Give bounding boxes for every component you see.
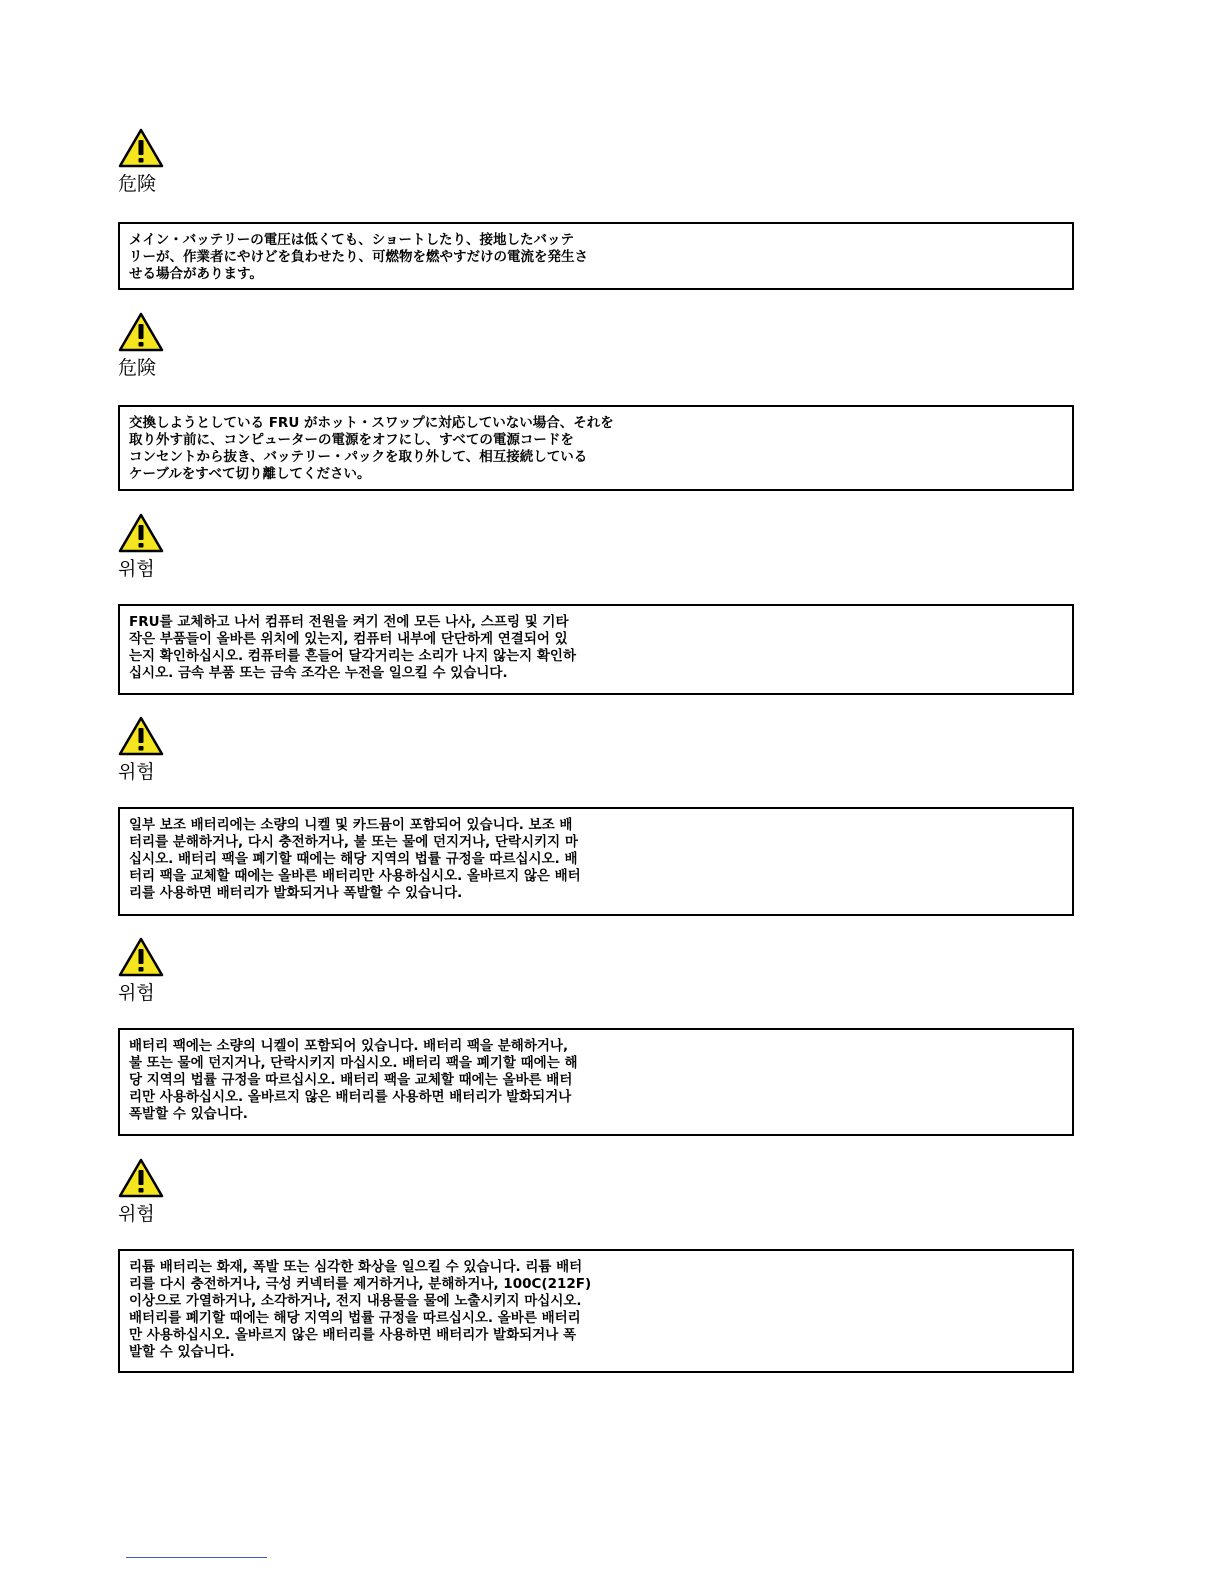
notice-box <box>118 405 1074 491</box>
notice-box <box>118 222 1074 290</box>
notice-4 <box>118 716 1074 901</box>
notice-text: メイン・バッテリーの電圧は低くても、ショートしたり、接地したバッテ リーが、作業者にやけどを負わせたり、可燃物を燃やすだけの電流を発生さ せる場合があります。 <box>129 232 588 282</box>
notice-1 <box>118 128 1074 282</box>
notice-title: 危険 <box>118 173 157 195</box>
footer-rule <box>126 1557 267 1558</box>
warning-triangle-icon <box>118 937 164 977</box>
notice-3 <box>118 513 1074 681</box>
notice-text: 일부 보조 배터리에는 소량의 니켈 및 카드뮴이 포함되어 있습니다. 보조 배 터리를 분해하거나, 다시 충전하거나, 불 또는 물에 던지거나, 단락시키지 마 십시오. 배터리 팩을 폐기할 때에는 해당 지역의 법률 규정을 따르십시오. 배 터리 팩을 교체할 때에는 올바른 배터리만 사용하십시오. 올바르지 않은 배터 리를 사용하면 배터리가 발화되거나 폭발할 수 있습니다. <box>129 817 581 901</box>
warning-triangle-icon <box>118 312 164 352</box>
notice-title: 위험 <box>118 1203 155 1225</box>
notice-title: 위험 <box>118 558 155 580</box>
warning-triangle-icon <box>118 513 164 553</box>
notice-box <box>118 604 1074 695</box>
notice-2 <box>118 312 1074 482</box>
notice-box <box>118 807 1074 916</box>
notice-5 <box>118 937 1074 1122</box>
notice-text: FRU를 교체하고 나서 컴퓨터 전원을 켜기 전에 모든 나사, 스프링 및 기타 작은 부품들이 올바른 위치에 있는지, 컴퓨터 내부에 단단하게 연결되어 있 는지 확인하십시오. 컴퓨터를 흔들어 달각거리는 소리가 나지 않는지 확인하 십시오. 금속 부품 또는 금속 조각은 누전을 일으킬 수 있습니다. <box>129 614 576 681</box>
notice-text: 交換しようとしている FRU がホット・スワップに対応していない場合、それを 取り外す前に、コンピューターの電源をオフにし、すべての電源コードを コンセントから抜き、バッテリー・パックを取り外して、相互接続している ケーブルをすべて切り離してください。 <box>129 415 614 482</box>
warning-triangle-icon <box>118 716 164 756</box>
notice-title: 위험 <box>118 982 155 1004</box>
notice-text: 배터리 팩에는 소량의 니켈이 포함되어 있습니다. 배터리 팩을 분해하거나, 불 또는 물에 던지거나, 단락시키지 마십시오. 배터리 팩을 폐기할 때에는 해 당 지역의 법률 규정을 따르십시오. 배터리 팩을 교체할 때에는 올바른 배터 리만 사용하십시오. 올바르지 않은 배터리를 사용하면 배터리가 발화되거나 폭발할 수 있습니다. <box>129 1038 578 1122</box>
notice-box <box>118 1028 1074 1136</box>
notice-title: 危険 <box>118 357 157 379</box>
warning-triangle-icon <box>118 128 164 168</box>
notice-box <box>118 1249 1074 1373</box>
warning-triangle-icon <box>118 1158 164 1198</box>
notice-6 <box>118 1158 1074 1360</box>
notice-title: 위험 <box>118 761 155 783</box>
notice-text: 리튬 배터리는 화재, 폭발 또는 심각한 화상을 일으킬 수 있습니다. 리튬 배터 리를 다시 충전하거나, 극성 커넥터를 제거하거나, 분해하거나, 100C(212F) 이상으로 가열하거나, 소각하거나, 전지 내용물을 물에 노출시키지 마십시오. 배터리를 폐기할 때에는 해당 지역의 법률 규정을 따르십시오. 올바른 배터리 만 사용하십시오. 올바르지 않은 배터리를 사용하면 배터리가 발화되거나 폭 발할 수 있습니다. <box>129 1259 592 1360</box>
